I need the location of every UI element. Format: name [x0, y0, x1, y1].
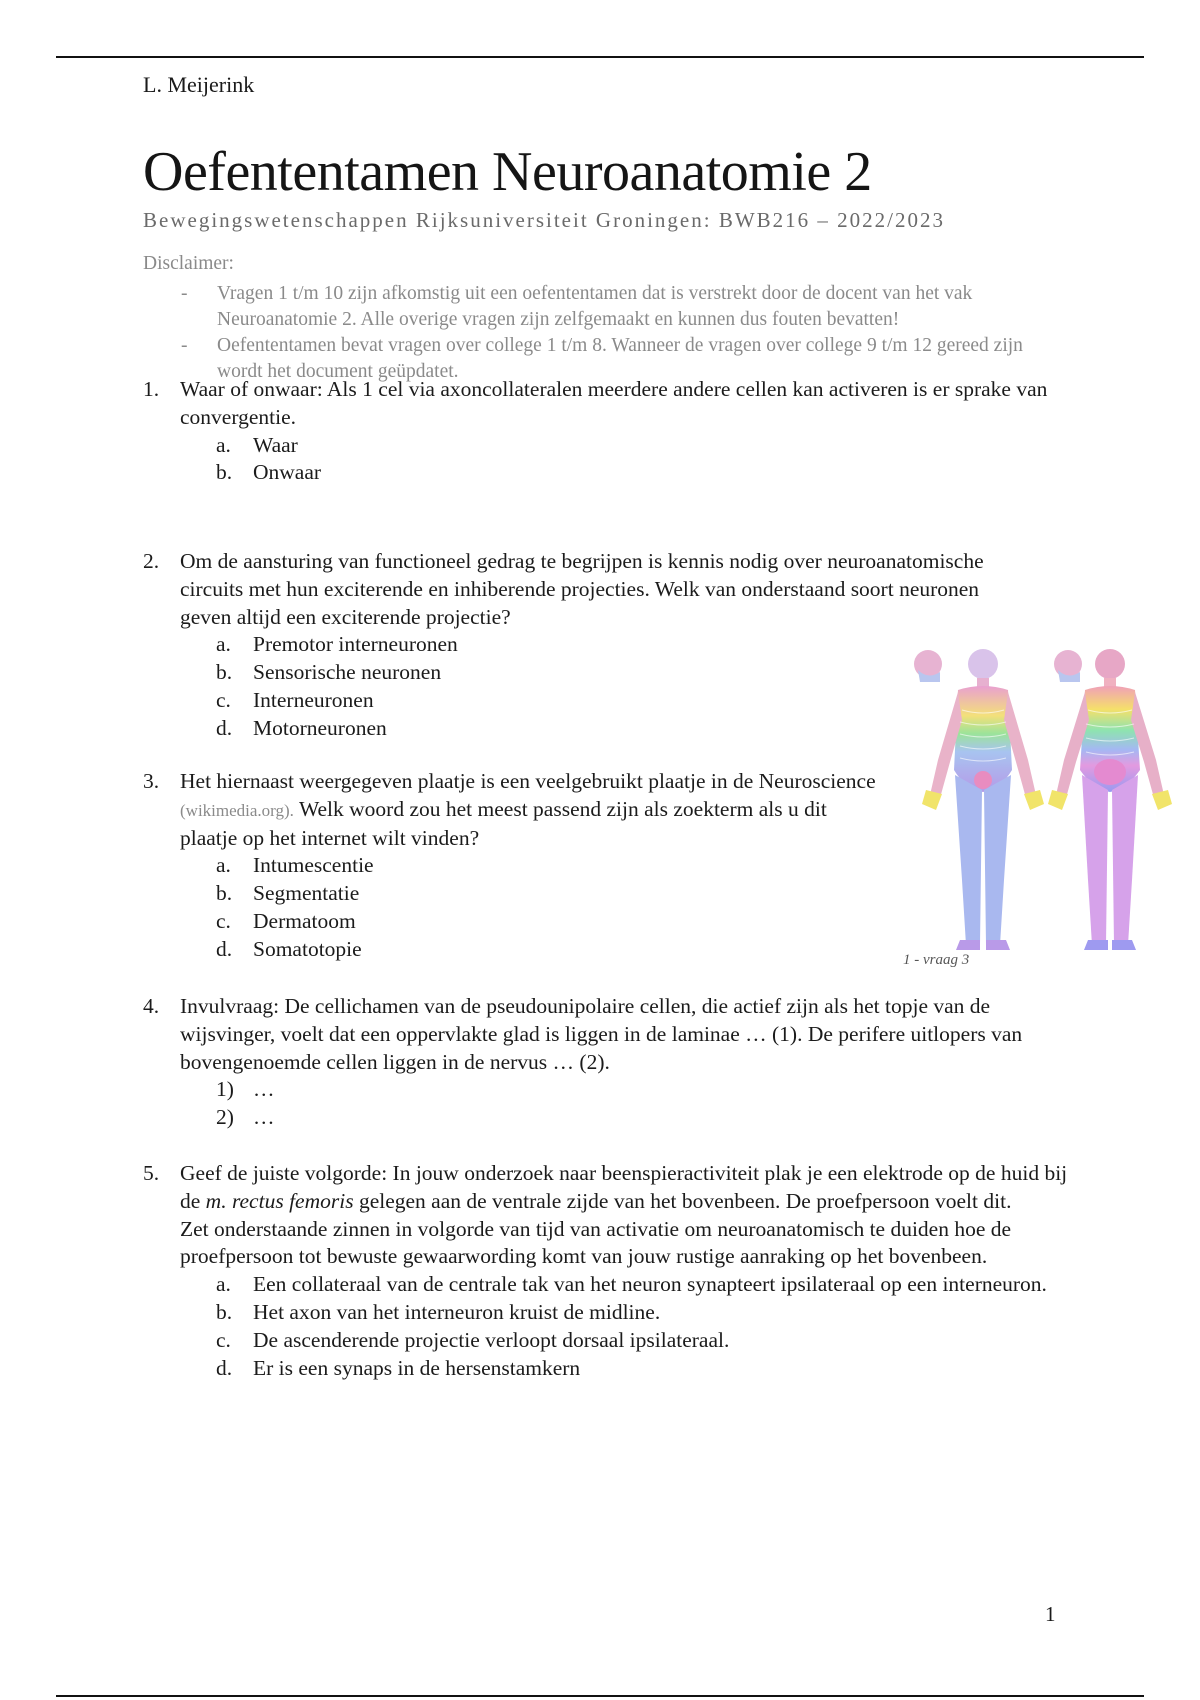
page-number: 1	[1045, 1602, 1056, 1626]
question-number: 4.	[143, 994, 160, 1018]
question-text: Het hiernaast weergegeven plaatje is een veelgebruikt plaatje in de Neuroscience (wikimedia.org). Welk woord zou het meest passend zijn als zoekterm als u dit plaatje op het internet wilt vinden?	[180, 769, 876, 850]
answer-options	[216, 631, 1013, 742]
answer-option[interactable]: b. Onwaar	[216, 460, 322, 485]
source-link[interactable]: (wikimedia.org).	[180, 800, 294, 820]
question-3	[143, 768, 883, 964]
answer-option[interactable]: a. Waar	[216, 432, 298, 457]
answer-option[interactable]: a. Premotor interneuronen	[216, 632, 458, 657]
question-1	[143, 376, 1073, 487]
answer-option[interactable]: b. Segmentatie	[216, 881, 360, 906]
answer-option[interactable]: b. Sensorische neuronen	[216, 660, 442, 685]
answer-blank[interactable]: 1) …	[216, 1077, 275, 1102]
answer-blanks	[216, 1076, 1073, 1132]
answer-option[interactable]: d. Somatotopie	[216, 936, 362, 961]
answer-option[interactable]: a. Een collateraal van de centrale tak van het neuron synapteert ipsilateraal op een interneuron.	[216, 1272, 1047, 1297]
disclaimer-item: - Oefententamen bevat vragen over college 1 t/m 8. Wanneer de vragen over college 9 t/m 12 gereed zijn wordt het document geüpdatet.	[181, 335, 1023, 382]
question-4	[143, 993, 1073, 1132]
question-2	[143, 548, 1013, 743]
author-name: L. Meijerink	[143, 72, 255, 97]
head-side-icon	[914, 650, 942, 682]
answer-option[interactable]: d. Motorneuronen	[216, 715, 387, 740]
answer-option[interactable]: a. Intumescentie	[216, 853, 374, 878]
question-text: Om de aansturing van functioneel gedrag te begrijpen is kennis nodig over neuroanatomische circuits met hun exciterende en inhiberende projecties. Welk van onderstaand soort neuronen geven altijd een exciterende projectie?	[180, 549, 984, 629]
answer-option[interactable]: d. Er is een synaps in de hersenstamkern	[216, 1355, 581, 1380]
answer-option[interactable]: c. Interneuronen	[216, 687, 374, 712]
head-side-icon	[1054, 650, 1082, 682]
question-text: Waar of onwaar: Als 1 cel via axoncollateralen meerdere andere cellen kan activeren is er sprake van convergentie.	[180, 377, 1048, 429]
question-number: 5.	[143, 1161, 160, 1185]
answer-options	[216, 852, 883, 963]
figure-caption: 1 - vraag 3	[903, 952, 970, 968]
dermatome-figure	[900, 640, 1190, 960]
top-rule	[56, 56, 1144, 58]
bottom-rule	[56, 1695, 1144, 1697]
question-text: Geef de juiste volgorde: In jouw onderzoek naar beenspieractiviteit plak je een elektrode op de huid bij de m. rectus femoris gelegen aan de ventrale zijde van het bovenbeen. De proefpersoon voelt dit.	[180, 1161, 1068, 1213]
answer-options	[216, 1271, 1073, 1382]
disclaimer-item: - Vragen 1 t/m 10 zijn afkomstig uit een oefententamen dat is verstrekt door de docent van het vak Neuroanatomie 2. Alle overige vragen zijn zelfgemaakt en kunnen dus fouten bevatten!	[181, 283, 973, 330]
answer-option[interactable]: b. Het axon van het interneuron kruist de midline.	[216, 1299, 661, 1324]
document-subtitle: Bewegingswetenschappen Rijksuniversiteit Groningen: BWB216 – 2022/2023	[143, 208, 945, 232]
question-5	[143, 1160, 1073, 1382]
body-front	[922, 649, 1044, 950]
answer-option[interactable]: c. De ascenderende projectie verloopt dorsaal ipsilateraal.	[216, 1327, 730, 1352]
document-title: Oefententamen Neuroanatomie 2	[143, 141, 872, 203]
question-number: 1.	[143, 377, 160, 401]
question-text: Invulvraag: De cellichamen van de pseudounipolaire cellen, die actief zijn als het topje van de wijsvinger, voelt dat een oppervlakte glad is liggen in de laminae … (1). De perifere uitlopers van bovengenoemde cellen liggen in de nervus … (2).	[180, 994, 1023, 1074]
question-instruction: Zet onderstaande zinnen in volgorde van tijd van activatie om neuroanatomisch te duiden hoe de proefpersoon tot bewuste gewaarwording komt van jouw rustige aanraking op het bovenbeen.	[180, 1216, 1012, 1269]
body-back	[1048, 649, 1172, 950]
answer-options	[216, 432, 1073, 488]
answer-blank[interactable]: 2) …	[216, 1105, 275, 1130]
disclaimer	[143, 251, 1043, 385]
disclaimer-list	[143, 281, 1043, 385]
question-number: 3.	[143, 769, 160, 793]
question-number: 2.	[143, 549, 160, 573]
disclaimer-label: Disclaimer:	[143, 253, 234, 274]
answer-option[interactable]: c. Dermatoom	[216, 908, 356, 933]
